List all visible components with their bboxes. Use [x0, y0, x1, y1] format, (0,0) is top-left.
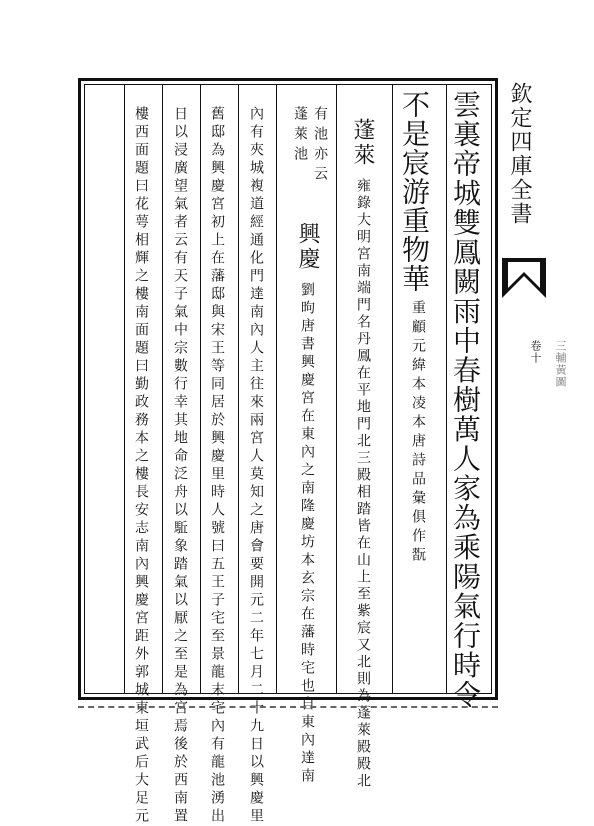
text-column-2-note: 重顧元緯本凌本唐詩品彙俱作翫	[410, 300, 426, 566]
text-column-4-note-a: 有池亦云	[312, 106, 328, 186]
volume-label: 卷十	[529, 340, 542, 364]
column-rule	[200, 84, 201, 694]
column-rule	[276, 84, 277, 694]
text-column-3-note: 雍錄大明宮南端門名丹鳳在平地門北三殿相踏皆在山上至紫宸又北則為蓬萊殿殿北	[355, 178, 371, 790]
side-note: 三輔黃圖	[554, 340, 567, 388]
text-column-6: 舊邸為興慶宮初上在藩邸與宋王等同居於興慶里時人號曰五王子宅至景龍末宅內有龍池湧出	[209, 106, 225, 826]
column-rule	[162, 84, 163, 694]
text-column-4-head: 興慶	[295, 222, 320, 272]
bottom-divider	[78, 706, 498, 708]
column-rule	[238, 84, 239, 694]
text-column-8: 樓西面題曰花萼相輝之樓南面題曰勤政務本之樓長安志南內興慶宮距外郭城東垣武后大足元	[133, 106, 149, 826]
text-column-1: 雲裏帝城雙鳳闕雨中春樹萬人家為乘陽氣行時令	[449, 90, 482, 710]
fish-tail-mark-icon	[502, 258, 546, 298]
text-column-4-note-b: 蓬萊池	[292, 106, 308, 166]
text-column-2-main: 不是宸游重物華	[398, 90, 431, 293]
text-column-4-note-c: 劉昫唐書興慶宮在東內之南隆慶坊本玄宗在藩時宅也自東內達南	[299, 282, 315, 786]
column-rule	[392, 84, 393, 694]
text-column-3-head: 蓬萊	[350, 118, 375, 168]
column-rule	[446, 84, 447, 694]
text-column-7: 日以浸廣望氣者云有天子氣中宗數行幸其地命泛舟以駈象踏氣以厭之至是為宮焉後於西南置	[172, 106, 188, 826]
library-title: 欽定四庫全書	[507, 82, 532, 226]
column-rule	[124, 84, 125, 694]
text-column-5: 內有夾城複道經通化門達南內人主往來兩宮人莫知之唐會要開元二年七月二十九日以興慶里	[248, 106, 264, 826]
column-rule	[336, 84, 337, 694]
